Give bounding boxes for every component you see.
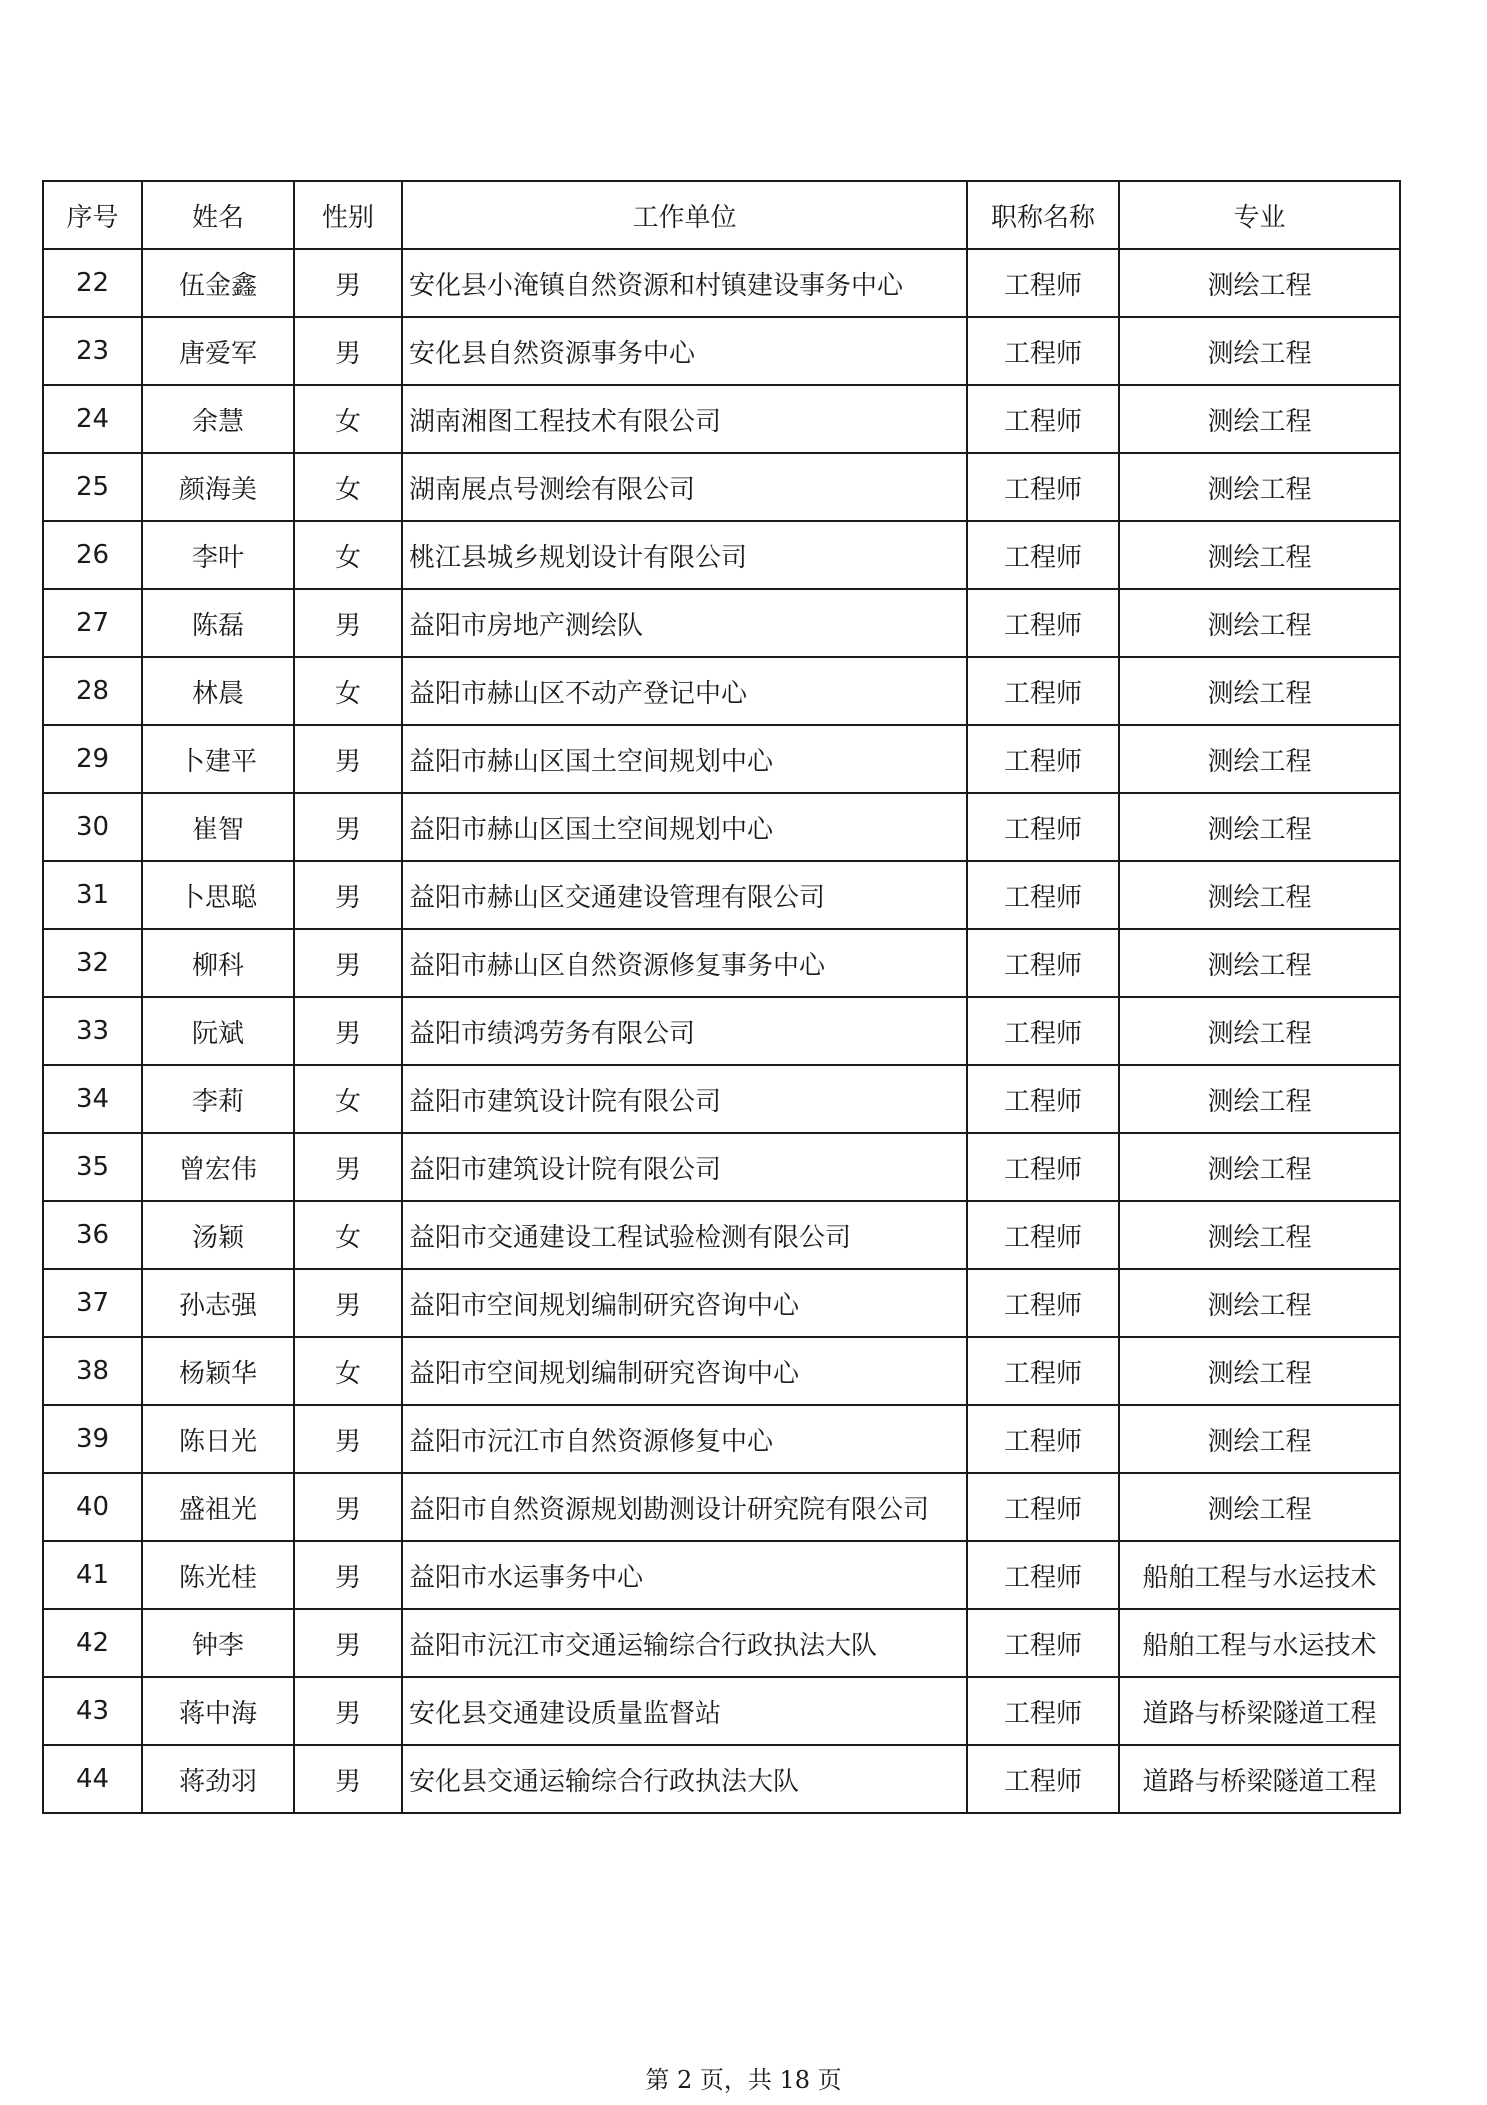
table-row (43, 453, 1400, 521)
table-row (43, 1541, 1400, 1609)
cell-gender: 男 (294, 1269, 402, 1337)
cell-specialty: 测绘工程 (1119, 1065, 1400, 1133)
cell-no: 35 (43, 1133, 142, 1201)
table-row (43, 1133, 1400, 1201)
table-row (43, 385, 1400, 453)
cell-title: 工程师 (967, 1337, 1119, 1405)
cell-gender: 男 (294, 793, 402, 861)
table-row (43, 1201, 1400, 1269)
cell-title: 工程师 (967, 1269, 1119, 1337)
cell-title: 工程师 (967, 1201, 1119, 1269)
cell-title: 工程师 (967, 793, 1119, 861)
cell-specialty: 测绘工程 (1119, 997, 1400, 1065)
cell-unit: 益阳市建筑设计院有限公司 (402, 1133, 967, 1201)
header-unit: 工作单位 (402, 181, 967, 249)
cell-name: 李莉 (142, 1065, 294, 1133)
cell-name: 盛祖光 (142, 1473, 294, 1541)
cell-gender: 男 (294, 1609, 402, 1677)
cell-name: 唐爱军 (142, 317, 294, 385)
cell-specialty: 测绘工程 (1119, 249, 1400, 317)
page-number: 第 2 页，共 18 页 (645, 2066, 842, 2094)
cell-unit: 益阳市空间规划编制研究咨询中心 (402, 1337, 967, 1405)
header-title: 职称名称 (967, 181, 1119, 249)
cell-name: 卜建平 (142, 725, 294, 793)
cell-name: 颜海美 (142, 453, 294, 521)
cell-no: 25 (43, 453, 142, 521)
cell-name: 陈日光 (142, 1405, 294, 1473)
cell-title: 工程师 (967, 725, 1119, 793)
header-specialty: 专业 (1119, 181, 1400, 249)
cell-title: 工程师 (967, 453, 1119, 521)
table-row (43, 1269, 1400, 1337)
cell-specialty: 测绘工程 (1119, 861, 1400, 929)
table-row (43, 861, 1400, 929)
cell-gender: 女 (294, 657, 402, 725)
cell-no: 39 (43, 1405, 142, 1473)
cell-no: 28 (43, 657, 142, 725)
cell-gender: 男 (294, 1405, 402, 1473)
cell-title: 工程师 (967, 929, 1119, 997)
cell-unit: 湖南展点号测绘有限公司 (402, 453, 967, 521)
cell-name: 伍金鑫 (142, 249, 294, 317)
cell-no: 22 (43, 249, 142, 317)
cell-name: 杨颖华 (142, 1337, 294, 1405)
table-row (43, 793, 1400, 861)
cell-unit: 益阳市赫山区自然资源修复事务中心 (402, 929, 967, 997)
cell-gender: 男 (294, 997, 402, 1065)
cell-title: 工程师 (967, 385, 1119, 453)
cell-name: 蒋中海 (142, 1677, 294, 1745)
table-row (43, 929, 1400, 997)
cell-specialty: 测绘工程 (1119, 317, 1400, 385)
cell-name: 柳科 (142, 929, 294, 997)
cell-gender: 男 (294, 1473, 402, 1541)
cell-no: 31 (43, 861, 142, 929)
cell-unit: 益阳市水运事务中心 (402, 1541, 967, 1609)
cell-gender: 男 (294, 1745, 402, 1813)
cell-name: 蒋劲羽 (142, 1745, 294, 1813)
cell-specialty: 测绘工程 (1119, 929, 1400, 997)
header-name: 姓名 (142, 181, 294, 249)
cell-gender: 女 (294, 1337, 402, 1405)
cell-specialty: 道路与桥梁隧道工程 (1119, 1745, 1400, 1813)
cell-gender: 男 (294, 929, 402, 997)
cell-unit: 安化县交通建设质量监督站 (402, 1677, 967, 1745)
cell-specialty: 测绘工程 (1119, 1133, 1400, 1201)
cell-specialty: 测绘工程 (1119, 1201, 1400, 1269)
cell-specialty: 测绘工程 (1119, 453, 1400, 521)
cell-title: 工程师 (967, 589, 1119, 657)
cell-unit: 益阳市赫山区交通建设管理有限公司 (402, 861, 967, 929)
cell-title: 工程师 (967, 1065, 1119, 1133)
cell-no: 29 (43, 725, 142, 793)
cell-gender: 男 (294, 1677, 402, 1745)
table-row (43, 725, 1400, 793)
cell-unit: 益阳市自然资源规划勘测设计研究院有限公司 (402, 1473, 967, 1541)
cell-specialty: 船舶工程与水运技术 (1119, 1541, 1400, 1609)
cell-no: 37 (43, 1269, 142, 1337)
cell-title: 工程师 (967, 1609, 1119, 1677)
header-no: 序号 (43, 181, 142, 249)
cell-gender: 女 (294, 521, 402, 589)
cell-unit: 益阳市赫山区不动产登记中心 (402, 657, 967, 725)
table-row (43, 997, 1400, 1065)
cell-no: 42 (43, 1609, 142, 1677)
cell-gender: 男 (294, 1541, 402, 1609)
cell-gender: 女 (294, 453, 402, 521)
cell-name: 陈光桂 (142, 1541, 294, 1609)
cell-gender: 男 (294, 861, 402, 929)
cell-title: 工程师 (967, 317, 1119, 385)
cell-gender: 女 (294, 1065, 402, 1133)
table-row (43, 1745, 1400, 1813)
cell-title: 工程师 (967, 1677, 1119, 1745)
cell-unit: 安化县交通运输综合行政执法大队 (402, 1745, 967, 1813)
cell-gender: 女 (294, 385, 402, 453)
cell-name: 曾宏伟 (142, 1133, 294, 1201)
cell-specialty: 船舶工程与水运技术 (1119, 1609, 1400, 1677)
cell-title: 工程师 (967, 861, 1119, 929)
cell-specialty: 测绘工程 (1119, 1405, 1400, 1473)
cell-unit: 益阳市房地产测绘队 (402, 589, 967, 657)
cell-name: 阮斌 (142, 997, 294, 1065)
cell-no: 44 (43, 1745, 142, 1813)
cell-specialty: 测绘工程 (1119, 657, 1400, 725)
table-row (43, 521, 1400, 589)
roster-table (42, 180, 1401, 1814)
cell-name: 卜思聪 (142, 861, 294, 929)
cell-gender: 男 (294, 1133, 402, 1201)
cell-unit: 桃江县城乡规划设计有限公司 (402, 521, 967, 589)
cell-gender: 男 (294, 249, 402, 317)
cell-gender: 女 (294, 1201, 402, 1269)
cell-specialty: 测绘工程 (1119, 589, 1400, 657)
table-row (43, 1473, 1400, 1541)
cell-unit: 安化县小淹镇自然资源和村镇建设事务中心 (402, 249, 967, 317)
cell-no: 36 (43, 1201, 142, 1269)
cell-name: 汤颖 (142, 1201, 294, 1269)
cell-no: 40 (43, 1473, 142, 1541)
table-row (43, 1337, 1400, 1405)
cell-title: 工程师 (967, 1473, 1119, 1541)
cell-name: 孙志强 (142, 1269, 294, 1337)
table-row (43, 317, 1400, 385)
cell-gender: 男 (294, 589, 402, 657)
cell-gender: 男 (294, 725, 402, 793)
cell-unit: 益阳市赫山区国土空间规划中心 (402, 725, 967, 793)
cell-title: 工程师 (967, 1745, 1119, 1813)
table-row (43, 589, 1400, 657)
roster-body (43, 249, 1400, 1813)
cell-name: 余慧 (142, 385, 294, 453)
header-row (43, 181, 1400, 249)
cell-no: 30 (43, 793, 142, 861)
cell-specialty: 道路与桥梁隧道工程 (1119, 1677, 1400, 1745)
cell-specialty: 测绘工程 (1119, 793, 1400, 861)
cell-unit: 益阳市绩鸿劳务有限公司 (402, 997, 967, 1065)
cell-unit: 益阳市建筑设计院有限公司 (402, 1065, 967, 1133)
cell-no: 27 (43, 589, 142, 657)
cell-name: 钟李 (142, 1609, 294, 1677)
cell-unit: 益阳市沅江市自然资源修复中心 (402, 1405, 967, 1473)
table-row (43, 1677, 1400, 1745)
cell-unit: 益阳市空间规划编制研究咨询中心 (402, 1269, 967, 1337)
cell-no: 38 (43, 1337, 142, 1405)
cell-gender: 男 (294, 317, 402, 385)
cell-unit: 益阳市沅江市交通运输综合行政执法大队 (402, 1609, 967, 1677)
cell-unit: 湖南湘图工程技术有限公司 (402, 385, 967, 453)
cell-title: 工程师 (967, 1541, 1119, 1609)
cell-specialty: 测绘工程 (1119, 521, 1400, 589)
cell-unit: 益阳市交通建设工程试验检测有限公司 (402, 1201, 967, 1269)
cell-no: 23 (43, 317, 142, 385)
table-row (43, 1609, 1400, 1677)
cell-name: 陈磊 (142, 589, 294, 657)
cell-name: 林晨 (142, 657, 294, 725)
table-row (43, 249, 1400, 317)
cell-title: 工程师 (967, 1133, 1119, 1201)
cell-no: 41 (43, 1541, 142, 1609)
cell-name: 崔智 (142, 793, 294, 861)
cell-no: 26 (43, 521, 142, 589)
cell-unit: 益阳市赫山区国土空间规划中心 (402, 793, 967, 861)
header-gender: 性别 (294, 181, 402, 249)
cell-title: 工程师 (967, 657, 1119, 725)
cell-specialty: 测绘工程 (1119, 725, 1400, 793)
cell-unit: 安化县自然资源事务中心 (402, 317, 967, 385)
cell-specialty: 测绘工程 (1119, 385, 1400, 453)
cell-specialty: 测绘工程 (1119, 1473, 1400, 1541)
cell-no: 33 (43, 997, 142, 1065)
cell-no: 43 (43, 1677, 142, 1745)
cell-title: 工程师 (967, 1405, 1119, 1473)
cell-no: 34 (43, 1065, 142, 1133)
cell-no: 24 (43, 385, 142, 453)
cell-title: 工程师 (967, 521, 1119, 589)
table-row (43, 1065, 1400, 1133)
cell-title: 工程师 (967, 249, 1119, 317)
cell-specialty: 测绘工程 (1119, 1269, 1400, 1337)
cell-specialty: 测绘工程 (1119, 1337, 1400, 1405)
cell-name: 李叶 (142, 521, 294, 589)
table-row (43, 657, 1400, 725)
cell-title: 工程师 (967, 997, 1119, 1065)
table-row (43, 1405, 1400, 1473)
cell-no: 32 (43, 929, 142, 997)
